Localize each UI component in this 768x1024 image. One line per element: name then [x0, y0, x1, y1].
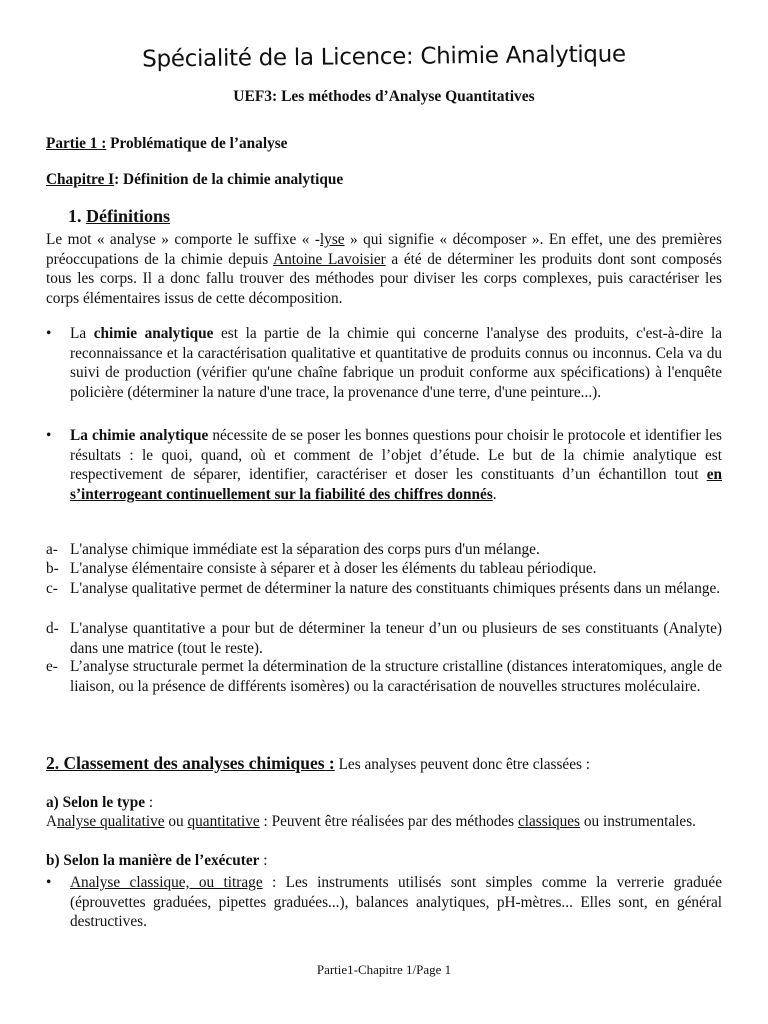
- section2-tail: Les analyses peuvent donc être classées :: [334, 756, 591, 773]
- section2-a-colon: :: [145, 794, 154, 811]
- section2-a-label: a) Selon le type: [46, 794, 145, 811]
- a-text-4: ou instrumentales.: [580, 813, 696, 830]
- b-bullet-underlined: Analyse classique, ou titrage: [70, 874, 263, 891]
- bullet1-part-a: La: [70, 325, 94, 342]
- partie-label: Partie 1 :: [46, 135, 107, 152]
- list-marker: b-: [46, 560, 59, 577]
- section2-a-text: [46, 812, 722, 832]
- intro-part-1: Le mot « analyse » comporte le suffixe « -: [46, 231, 320, 248]
- list-marker: d-: [46, 620, 59, 637]
- section2-b-label: b) Selon la manière de l’exécuter: [46, 852, 260, 869]
- document-title: Spécialité de la Licence: Chimie Analytique: [142, 41, 626, 73]
- intro-part-3: a été de déterminer les produits dont sont composés tous les corps. Il a donc fallu trouver des méthodes pour diviser les corps complexes, puis caractériser les corps élémentaires issus de cette décomposition.: [46, 250, 723, 307]
- section1-title: Définitions: [86, 206, 171, 226]
- list-marker: c-: [46, 580, 58, 597]
- intro-lyse: lyse: [319, 231, 345, 248]
- a-text-u2: quantitative: [187, 813, 260, 830]
- chapitre-heading: [46, 170, 722, 190]
- document-subtitle: UEF3: Les méthodes d’Analyse Quantitatives: [233, 88, 535, 105]
- bullet-chimie-analytique-1: [46, 324, 722, 402]
- a-text-u1: nalyse qualitative: [57, 813, 165, 830]
- list-text: L’analyse structurale permet la détermination de la structure cristalline (distances interatomiques, angle de liaison, ou la présence de différents isomères) ou la caractérisation de nouvelles structures moléculaire.: [70, 658, 722, 695]
- list-item: [46, 559, 722, 579]
- bullet2-underlined-bold: en s’interrogeant continuellement sur la fiabilité des chiffres donnés: [70, 466, 722, 503]
- section2-b-colon: :: [259, 852, 268, 869]
- bullet-glyph: •: [46, 874, 52, 891]
- bullet-analyse-classique: [46, 873, 722, 932]
- section1-number: 1.: [68, 206, 86, 226]
- list-text: L'analyse élémentaire consiste à séparer et à doser les éléments du tableau périodique.: [70, 560, 597, 577]
- bullet1-bold: chimie analytique: [93, 325, 214, 342]
- bullet1-part-b: est la partie de la chimie qui concerne l'analyse des produits, c'est-à-dire la reconnaissance et la caractérisation qualitative et quantitative de produits connus ou inconnus. Cela va du suivi de production (vérifier qu'une chaîne fabrique un produit conforme aux spécifications) à l'enquête policière (déterminer la nature d'une trace, la provenance d'une terre, d'une peinture...).: [70, 325, 722, 401]
- section2-a-heading: [46, 793, 722, 813]
- a-text-u3: classiques: [517, 813, 580, 830]
- a-text-2: ou: [164, 813, 188, 830]
- b-bullet-text: : Les instruments utilisés sont simples comme la verrerie graduée (éprouvettes graduées, pipettes graduées...), balances analytiques, pH-mètres... Elles sont, en général destructives.: [70, 874, 722, 930]
- bullet2-bold: La chimie analytique: [70, 427, 209, 444]
- list-text: L'analyse qualitative permet de déterminer la nature des constituants chimiques présents dans un mélange.: [70, 580, 721, 597]
- intro-part-2: » qui signifie « décomposer ». En effet, une des premières préoccupations de la chimie depuis: [46, 231, 723, 268]
- list-item: [46, 619, 722, 658]
- partie-text: Problématique de l’analyse: [106, 135, 288, 152]
- list-item: [46, 657, 722, 696]
- section1-heading: [68, 207, 722, 227]
- partie-heading: [46, 134, 722, 154]
- list-text: L'analyse quantitative a pour but de déterminer la teneur d’un ou plusieurs de ses constituants (Analyte) dans une matrice (tout le reste).: [70, 620, 722, 657]
- section2-title: 2. Classement des analyses chimiques :: [46, 753, 335, 773]
- section2-heading: [46, 754, 722, 775]
- list-marker: a-: [46, 541, 58, 558]
- section2-b-heading: [46, 851, 722, 871]
- a-text-3: : Peuvent être réalisées par des méthodes: [259, 813, 518, 830]
- chapitre-text: : Définition de la chimie analytique: [114, 171, 344, 188]
- bullet2-part-a: nécessite de se poser les bonnes questions pour choisir le protocole et identifier les résultats : le quoi, quand, où et comment de l’objet d’étude. Le but de la chimie analytique est respectivement de séparer, identifier, caractériser et doser les constituants d’un échantillon tout: [70, 427, 722, 483]
- list-text: L'analyse chimique immédiate est la séparation des corps purs d'un mélange.: [70, 541, 540, 558]
- page-footer: Partie1-Chapitre 1/Page 1: [316, 962, 452, 977]
- list-item: [46, 579, 722, 599]
- bullet-glyph: •: [46, 325, 52, 342]
- section1-intro: [46, 230, 722, 308]
- a-text-1: A: [46, 813, 58, 830]
- list-item: [46, 540, 722, 560]
- bullet2-end: .: [492, 485, 497, 503]
- intro-lavoisier: Antoine Lavoisier: [273, 250, 386, 268]
- bullet-glyph: •: [46, 427, 52, 444]
- bullet-chimie-analytique-2: [46, 426, 722, 504]
- list-marker: e-: [46, 658, 58, 675]
- chapitre-label: Chapitre I: [46, 171, 115, 188]
